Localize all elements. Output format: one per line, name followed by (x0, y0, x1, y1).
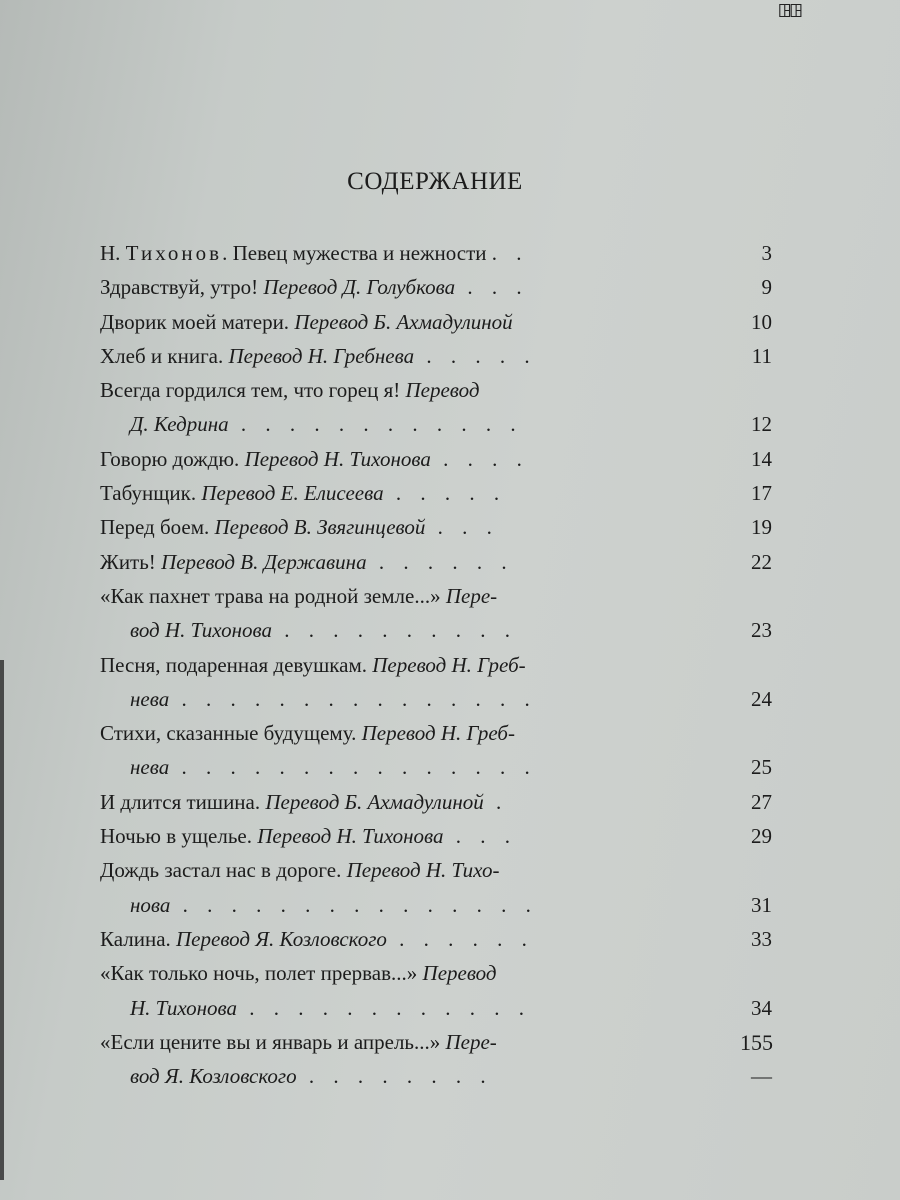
dot-leader: . . . . . . (366, 549, 514, 574)
dot-leader: . . . . (430, 446, 529, 471)
toc-entry-line (100, 785, 712, 819)
poem-title: Здравствуй, утро! (100, 275, 264, 300)
toc-entry (100, 956, 772, 1025)
table-of-contents (100, 236, 772, 1093)
toc-page-number: 3 (761, 241, 772, 265)
translator-credit: вод Я. Козловского (130, 1064, 297, 1089)
translator-credit: нева (130, 755, 170, 780)
toc-entry (100, 819, 772, 853)
poem-title: «Как пахнет трава на родной земле...» (100, 583, 446, 608)
toc-entry-line (100, 442, 712, 476)
toc-entry (100, 716, 772, 785)
translator-credit: Н. Тихонова (130, 995, 238, 1020)
toc-entry-continuation (100, 1059, 712, 1093)
translator-credit: Перевод Н. Тихо- (346, 858, 500, 883)
poem-title: «Как только ночь, полет прервав...» (100, 961, 423, 986)
translator-credit: Перевод Б. Ахмадулиной (265, 789, 484, 814)
translator-credit: Перевод (422, 961, 497, 986)
toc-entry (100, 579, 772, 648)
toc-entry-line (100, 373, 712, 407)
poem-title: «Если цените вы и январь и апрель...» (100, 1029, 446, 1054)
toc-page-number: 12 (751, 412, 772, 437)
toc-page-number: 27 (751, 789, 772, 814)
toc-entry (100, 510, 772, 544)
dot-leader: . . (491, 241, 529, 265)
toc-page-number: 17 (751, 481, 772, 506)
toc-page-number: 14 (751, 446, 772, 471)
toc-entry-line (100, 305, 712, 339)
toc-entry (100, 853, 772, 922)
toc-entry-continuation (100, 682, 712, 716)
toc-entry (100, 270, 772, 304)
toc-page-number: 22 (751, 549, 772, 574)
toc-entry (100, 305, 772, 339)
poem-title: Дождь застал нас в дороге. (100, 858, 347, 883)
toc-entry (100, 922, 772, 956)
toc-page-number: 10 (751, 309, 772, 334)
toc-entry (100, 1025, 772, 1094)
translator-credit: Перевод Е. Елисеева (201, 481, 384, 506)
translator-credit: нева (130, 686, 170, 711)
toc-entry-line (100, 236, 712, 270)
toc-page-number: 9 (761, 275, 772, 300)
toc-entry-line (100, 270, 712, 304)
corner-ornament: ꖸꖸ (778, 1, 801, 21)
dot-leader: . . . . . (414, 343, 537, 368)
translator-credit: Д. Кедрина (130, 412, 229, 437)
poem-title: Тихонов (125, 241, 223, 265)
toc-entry-line (100, 853, 712, 887)
dot-leader: . (483, 789, 509, 814)
toc-entry-line (100, 819, 712, 853)
toc-entry-continuation (100, 888, 712, 922)
translator-credit: Перевод (405, 378, 480, 403)
toc-entry-line (100, 545, 712, 579)
translator-credit: Перевод Н. Греб- (372, 652, 526, 677)
dot-leader: . . . . . (383, 481, 507, 506)
poem-title: Хлеб и книга. (100, 343, 229, 368)
poem-title: Всегда гордился тем, что горец я! (100, 378, 406, 403)
translator-credit: нова (130, 892, 171, 917)
toc-entry-line (100, 716, 712, 750)
toc-entry-line (100, 579, 712, 613)
toc-entry (100, 476, 772, 510)
dot-leader: . . . (443, 824, 518, 849)
dot-leader: . . . . . . . . . . . . . . . (169, 755, 537, 780)
translator-credit: Перевод Д. Голубкова (263, 275, 456, 300)
poem-title: Песня, подаренная девушкам. (100, 652, 373, 677)
poem-title: И длится тишина. (100, 789, 266, 814)
toc-page-number: 11 (751, 343, 772, 368)
dot-leader: . . . (425, 515, 499, 540)
poem-title: Табунщик. (100, 481, 202, 506)
toc-entry (100, 785, 772, 819)
toc-entry (100, 442, 772, 476)
toc-entry (100, 236, 772, 270)
toc-entry-continuation (100, 750, 712, 784)
poem-title: Говорю дождю. (100, 446, 245, 471)
poem-title: Дворик моей матери. (100, 309, 295, 334)
poem-title: Жить! (100, 549, 162, 574)
translator-credit: Перевод Б. Ахмадулиной (294, 309, 513, 334)
toc-entry-line (100, 1025, 712, 1059)
toc-page-number: 24 (751, 686, 772, 711)
page-number: 155 (740, 1030, 773, 1055)
toc-entry-line (100, 648, 712, 682)
toc-entry-line (100, 476, 712, 510)
translator-credit: Пере- (445, 583, 498, 608)
translator-credit: Перевод В. Звягинцевой (214, 515, 426, 540)
translator-credit: Перевод Н. Тихонова (257, 824, 444, 849)
toc-page-number: 19 (751, 515, 772, 540)
left-border-ornament (0, 660, 16, 1180)
toc-entry-line (100, 510, 712, 544)
poem-title: Калина. (100, 926, 177, 951)
translator-credit: Пере- (445, 1029, 497, 1054)
dot-leader: . . . . . . . . . . . . (228, 412, 523, 437)
translator-credit: Перевод Н. Тихонова (244, 446, 431, 471)
toc-entry-line (100, 922, 712, 956)
toc-entry (100, 373, 772, 442)
dot-leader: . . . . . . . . . . (271, 618, 517, 643)
poem-title: Стихи, сказанные будущему. (100, 721, 362, 746)
toc-entry-line (100, 956, 712, 990)
poem-title: . Певец мужества и нежности (222, 241, 492, 265)
toc-page-number: 33 (751, 926, 772, 951)
translator-credit: Перевод Н. Греб- (361, 721, 515, 746)
toc-page-number: 34 (751, 995, 772, 1020)
toc-page-number: — (751, 1064, 772, 1089)
toc-page-number: 31 (751, 892, 772, 917)
dot-leader: . . . . . . . . (296, 1064, 493, 1089)
toc-entry (100, 648, 772, 717)
toc-entry (100, 545, 772, 579)
dot-leader: . . . . . . . . . . . . (237, 995, 532, 1020)
page-title: СОДЕРЖАНИЕ (347, 168, 523, 195)
dot-leader: . . . . . . . . . . . . . . . (169, 686, 537, 711)
toc-entry-line (100, 339, 712, 373)
translator-credit: Перевод Н. Гребнева (228, 343, 415, 368)
translator-credit: вод Н. Тихонова (130, 618, 272, 643)
toc-entry-continuation (100, 991, 712, 1025)
poem-title: Ночью в ущелье. (100, 824, 258, 849)
poem-title: Н. (100, 241, 126, 265)
poem-title: Перед боем. (100, 515, 215, 540)
translator-credit: Перевод В. Державина (161, 549, 367, 574)
toc-page-number: 29 (751, 824, 772, 849)
translator-credit: Перевод Я. Козловского (176, 926, 387, 951)
toc-entry (100, 339, 772, 373)
dot-leader: . . . . . . (386, 926, 534, 951)
toc-entry-continuation (100, 613, 712, 647)
dot-leader: . . . (455, 275, 529, 300)
toc-entry-continuation (100, 407, 712, 441)
dot-leader: . . . . . . . . . . . . . . . (170, 892, 538, 917)
toc-page-number: 23 (751, 618, 772, 643)
toc-page-number: 25 (751, 755, 772, 780)
